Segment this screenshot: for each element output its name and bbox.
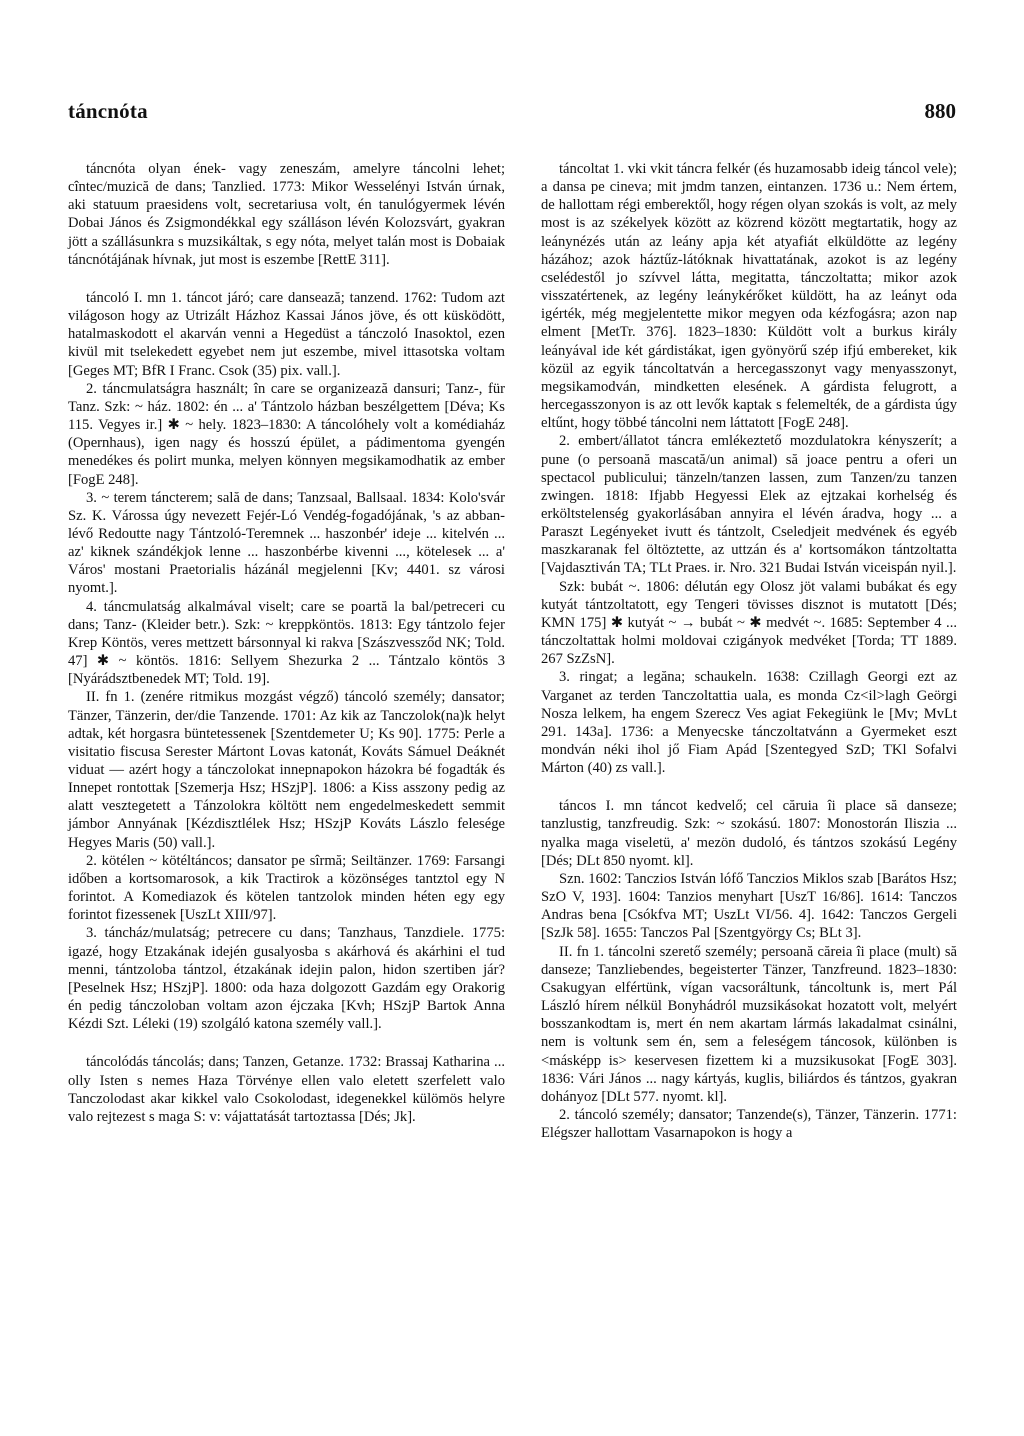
- entry-tancolo-sense-3: 3. ~ terem táncterem; sală de dans; Tanzsaal, Ballsaal. 1834: Kolo'svár Sz. K. Várossa úgy nevezett Fejér-Ló Vendég-fogadójának, 's az abban-lévő Redoutte nagy Tántzoló-Teremnek ... haszonbér' ideje ... kitelvén ... az' kiknek szándékjok lenne ... haszonbérbe kivenni ..., kötelesek ... a' Város' mostani Praetorialis házánál megjelenni [Kv; 4401. sz városi nyomt.].: [68, 489, 505, 597]
- entry-tancolo-noun-3: 3. táncház/mulatság; petrecere cu dans; Tanzhaus, Tanzdiele. 1775: igazé, hogy Etzakának idején gusalyosba s akárhová és akárhini el tud menni, tántzoloba tántzol, étzakának idejin palon, hidon szertiben jár? [Peselnek Hsz; HSzjP]. 1800: oda haza dolgozott Gazdám egy Orakorig én pedig tánczoloban voltam azon éjczaka [Kvh; HSzjP Bartok Anna Kézdi Szt. Léleki (19) szolgáló katona személy vall.].: [68, 925, 505, 1033]
- entry-tancos: táncos I. mn táncot kedvelő; cel căruia îi place să danseze; tanzlustig, tanzfreudig. Szk: ~ szokású. 1807: Monostorán Iliszia ... nyalka maga viseletü, a' mezön dudoló, és tántzos szokású Legény [Dés; DLt 850 nyomt. kl].: [541, 798, 957, 869]
- entry-tancolo-sense-2: 2. táncmulatságra használt; în care se organizează dansuri; Tanz-, für Tanz. Szk: ~ ház. 1802: én ... a' Tántzolo házban beszélgettem [Déva; Ks 115. Vegyes ir.] ✱ ~ hely. 1823–1830: A táncolóhely volt a komédiaház (Opernhaus), igen nagy és hosszú épület, a pádimentoma gyengén menedékes és polirt munka, melyen könnyen megsikamodhatik az ember [FogE 248].: [68, 380, 505, 488]
- running-headword: táncnóta: [68, 99, 148, 123]
- left-column: [68, 160, 505, 1126]
- entry-tancolo-noun-2: 2. kötélen ~ kötéltáncos; dansator pe sîrmă; Seiltänzer. 1769: Farsangi időben a kortsomarosok, a kik Tractirok a közönséges tantztol egy N forintot. A Komediazok és kötelen tantzolok minden héten egy egy forintot fizessenek [UszLt XIII/97].: [68, 852, 505, 924]
- entry-tancolo-noun-1: II. fn 1. (zenére ritmikus mozgást végző) táncoló személy; dansator; Tänzer, Tänzerin, der/die Tanzende. 1701: Az kik az Tanczolok(na)k helyt adtak, két horgasra büntetessenek [Szentdemeter U; Ks 90]. 1775: Perle a visitatio fiscusa Serester Mártont Lovas katonát, Kováts Sámuel Deáknét viduat — azért hogy a tánczolokat innepnapokon házokra bé fogadták és Innepet rontottak [Szemerja Hsz; HSzjP]. 1806: a Kiss asszony pedig az alatt vesztegetett a Tánzolokra költött nem engedelmeskedett semmit jámbor Annyának [Kézdisztlélek Hsz; HSzjP Kováts Lászlo feleségе Hegyes Maris (50) vall.].: [68, 689, 505, 851]
- entry-tancolo: táncoló I. mn 1. táncot járó; care dansează; tanzend. 1762: Tudom azt világoson hogy az Utrizált Házhoz Kassai János jöve, és ott küsködött, hatalmaskodott el akarván venni a Hegedüst a tánczoló Inasoktol, ezen kivül mit tselekedett egyebet nem jut eszembe, mivel ittasotska voltam [Geges MT; BfR I Franc. Csok (35) pix. vall.].: [68, 289, 505, 379]
- entry-tancnota: táncnóta olyan ének- vagy zeneszám, amelyre táncolni lehet; cîntec/muzică de dans; Tanzlied. 1773: Mikor Wesselényi István úrnak, aki statuum praesidens volt, secretariusa volt, én tanulógyermek lévén Dobai János és Zsigmondékkal egy szálláson lévén Kolozsvárt, gyakran jött a szállásunkra s muzsikáltak, s egy nóta, melyet talán most is Dobaiak táncnótájának hívnak, jut most is eszembe [RettE 311].: [68, 161, 505, 268]
- running-head: [68, 99, 956, 129]
- entry-tancoltat: táncoltat 1. vki vkit táncra felkér (és huzamosabb ideig táncol vele); a dansa pe cineva; mit jmdm tanzen, eintanzen. 1736 u.: Nem értem, de hallottam régi emberektől, hogy régen olyan szokás is volt, az mely most is az székelyek között az közrend között megtartatik, hogy az leánynézés után az leány apja két atyafiát elküldötte az legény házához; azok háztűz-látóknak hivattatának, azokot is az legény cselédestől jo szívvel látta, megitatta, tánczoltatta; mikor azok visszatértenek, az legény leánykérőket küldött, ha az leányt oda igérték, még megjelentette mikor megyen oda kézfogásra; azon nap elment [MetTr. 376]. 1823–1830: Küldött volt a burkus király leányával ide két gárdistákat, igen gyönyörű szép ifjú embereket, kik közül az egyik táncoltatván a hercegasszonyt vagy menyasszonyt, megsikamodván, mindketten elesének. A gárdista felugrott, a hercegasszonyon is az ott levők kaptak s felemelték, de a gárdista úgy eltűnt, hogy többé táncolni nem láttatott [FogE 248].: [541, 161, 957, 432]
- right-column: [541, 160, 957, 1142]
- entry-tancolo-sense-4: 4. táncmulatság alkalmával viselt; care se poartă la bal/petreceri cu dans; Tanz- (Kleider betr.). Szk: ~ kreppköntös. 1813: Egy tántzolo fejer Krep Köntös, veres mettzett bársonnyal ki rakva [Szászvessződ NK; Told. 47] ✱ ~ köntös. 1816: Sellyem Shezurka 2 ... Tántzalo köntös 3 [Nyárádsztbenedek MT; Told. 19].: [68, 598, 505, 688]
- entry-tancoltat-szk: Szk: bubát ~. 1806: délután egy Olosz jöt valami bubákat és egy kutyát tántzoltatott, egy Tengeri tövisses disznot is mutatott [Dés; KMN 175] ✱ kutyát ~ → bubát ~ ✱ medvét ~. 1685: September 4 ... tánczoltattak holmi moldovai czigányok medvéket [Torda; TT 1889. 267 SzZsN].: [541, 578, 957, 668]
- entry-tancoltat-sense-3: 3. ringat; a legăna; schaukeln. 1638: Czillagh Georgi ezt az Varganet az terden Tanczoltattia uala, es monda Cz<il>lagh Geörgi Nosza lelkem, ha engem Szerecz Ves agiat Fekegiünk le [Mv; MvLt 291. 143a]. 1736: a Menyecske tánczoltatvánn a Gyermeket eszt mondván néki ihol jő Fiam Apád [Szentegyed SzD; TKl Sofalvi Márton (40) zs vall.].: [541, 669, 957, 777]
- entry-tancos-szn: Szn. 1602: Tanczios István lófő Tanczios Miklos szab [Barátos Hsz; SzO V, 193]. 1604: Tanzios menyhart [UszT 16/86]. 1614: Tanczos Andras bena [Csókfva MT; UszLt VI/56. 4]. 1642: Tanczos Gergeli [SzJk 58]. 1655: Tanczos Pal [Szentgyörgy Cs; BLt 3].: [541, 870, 957, 942]
- page-number: 880: [924, 99, 956, 123]
- entry-tancos-noun-2: 2. táncoló személy; dansator; Tanzende(s), Tänzer, Tänzerin. 1771: Elégszer hallottam Vasarnapokon is hogy a: [541, 1106, 957, 1142]
- entry-tancoltat-sense-2: 2. embert/állatot táncra emlékeztető mozdulatokra kényszerít; a pune (o persoană mascată/un animal) să joace pentru a oferi un spectacol publicului; tänzeln/tanzen lassen, zum Tanzen/zu tanzen zwingen. 1818: Ifjabb Hegyessi Elek az ejtzakai korhelség és erköltstelenség gyakorlásában annyira el lévén áradva, hogy ... a Paraszt Legényeket ivutt és tántzolt, Cseledjeit medvének és egyéb maszkaranak fel öltöztette, az uttzán és a' kortsomákon tántzoltatta [Vajdasztiván TA; TLt Praes. ir. Nro. 321 Budai István viceispán nyil.].: [541, 433, 957, 577]
- entry-tancos-noun-1: II. fn 1. táncolni szerető személy; persoană căreia îi place (mult) să danseze; Tanzliebendes, begeisterter Tänzer, Tanzfreund. 1823–1830: Csakugyan elfértünk, vígan vacsoráltunk, táncoltunk is, mert Pál László hírem nélkül Bonyhádról muzsikásokat hozatott volt, melyért bosszankodtam is, mert én nem akartam lármás lakadalmat csinálni, nem is voltunk sem én, sem a feleségem táncosok, különben is <másképp is> keservesen fizettem ki a muzsikusokat [FogE 303]. 1836: Vári János ... nagy kártyás, kuglis, biliárdos és tántzos, gyakran dohányoz [DLt 577. nyomt. kl].: [541, 943, 957, 1105]
- entry-tancolodas: táncolódás táncolás; dans; Tanzen, Getanze. 1732: Brassaj Katharina ... olly Isten s nemes Haza Törvénye ellen valo eletett szerfelett valo Tanczolodast akar kikkel valo Csokolodast, idegenekkel külömös helyre valo rejtezest s maga S: v: vájattatását tartoztassa [Dés; Jk].: [68, 1054, 505, 1125]
